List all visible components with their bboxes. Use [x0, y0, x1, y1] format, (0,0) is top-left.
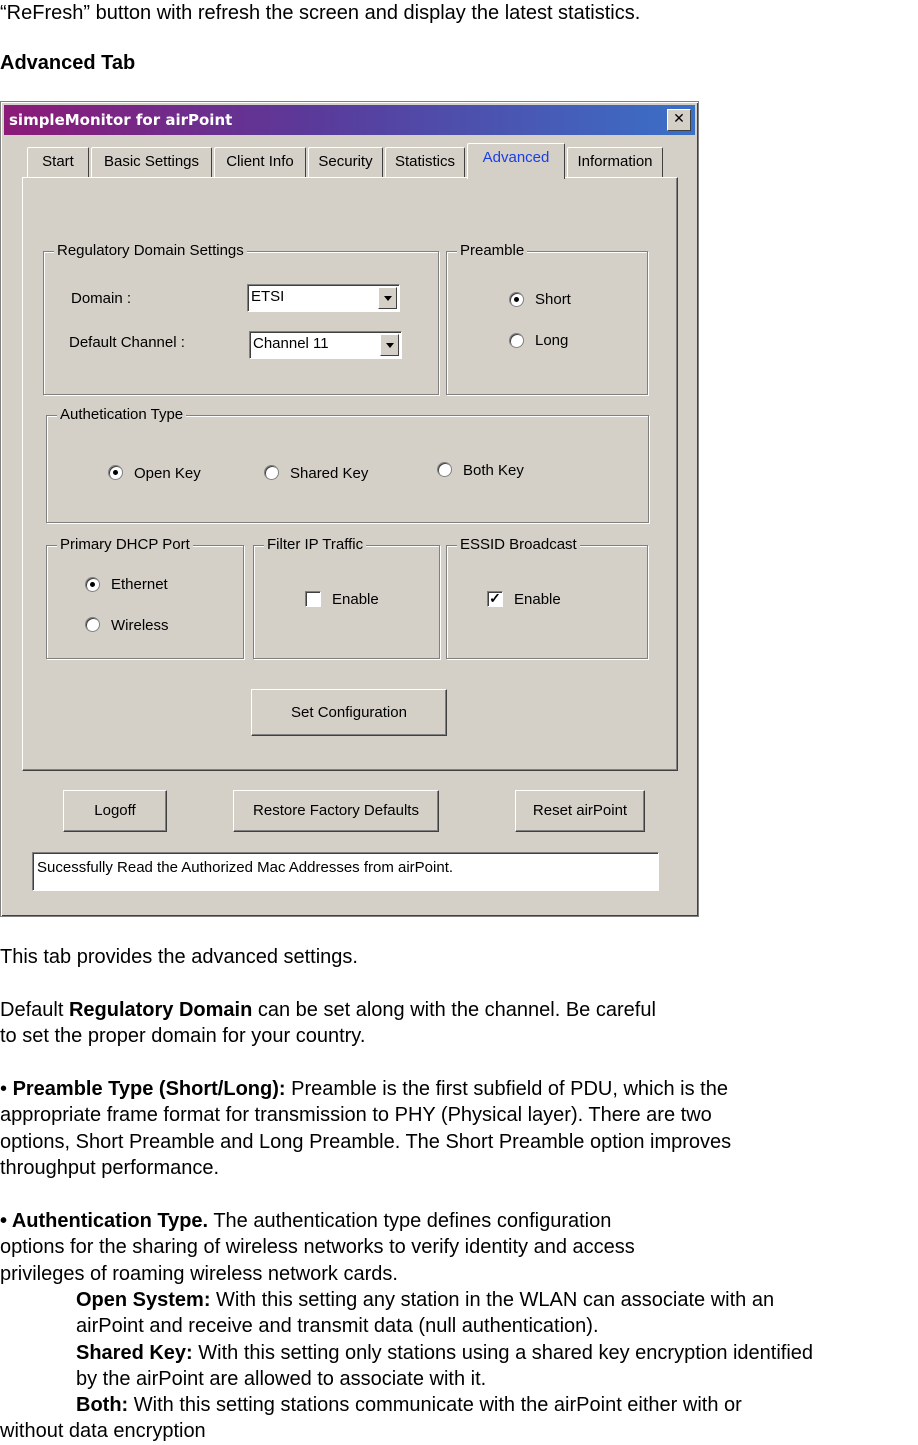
text: With this setting stations communicate with the airPoint either with or: [128, 1394, 742, 1416]
text: The authentication type defines configuration: [208, 1210, 612, 1232]
intro-text: “ReFresh” button with refresh the screen and display the latest statistics.: [0, 2, 641, 24]
title-bar: [4, 105, 695, 135]
status-message: Sucessfully Read the Authorized Mac Addresses from airPoint.: [37, 859, 454, 876]
term-open-system: Open System:: [76, 1289, 211, 1311]
paragraph-preamble-line3: options, Short Preamble and Long Preamble. The Short Preamble option improves: [0, 1131, 732, 1153]
essid-enable-checkbox[interactable]: ✓: [487, 591, 503, 607]
term-both: Both:: [76, 1394, 129, 1416]
tab-security[interactable]: Security: [308, 147, 383, 178]
open-system-item: [76, 1287, 774, 1314]
both-item: [76, 1392, 742, 1419]
preamble-long-label: Long: [535, 332, 569, 349]
text: With this setting only stations using a shared key encryption identified: [192, 1342, 814, 1364]
preamble-short-label: Short: [535, 291, 571, 308]
tab-basic-settings[interactable]: Basic Settings: [91, 147, 212, 178]
regulatory-domain-group: [43, 242, 439, 395]
paragraph-regulatory-line2: to set the proper domain for your country.: [0, 1025, 366, 1047]
essid-enable-label: Enable: [514, 591, 561, 608]
auth-shared-key-radio[interactable]: [264, 465, 279, 480]
term-regulatory-domain: Regulatory Domain: [68, 999, 253, 1021]
paragraph-intro: This tab provides the advanced settings.: [0, 946, 358, 968]
default-channel-select[interactable]: [249, 331, 402, 359]
chevron-down-icon[interactable]: [378, 287, 397, 309]
dhcp-wireless-radio[interactable]: [85, 617, 100, 632]
paragraph-preamble-line2: appropriate frame format for transmission to PHY (Physical layer). There are two: [0, 1104, 712, 1126]
filter-ip-enable-checkbox[interactable]: [305, 591, 321, 607]
domain-label: Domain :: [71, 290, 132, 307]
bullet: •: [0, 1078, 13, 1100]
paragraph-authentication: [0, 1208, 611, 1235]
preamble-short-radio[interactable]: [509, 292, 524, 307]
term-shared-key: Shared Key:: [76, 1342, 193, 1364]
default-channel-value: Channel 11: [253, 335, 329, 352]
authentication-type-legend: Authetication Type: [57, 406, 186, 424]
paragraph-preamble-line4: throughput performance.: [0, 1157, 220, 1179]
tab-information[interactable]: Information: [567, 147, 663, 178]
auth-both-key-radio[interactable]: [437, 462, 452, 477]
tab-start[interactable]: Start: [27, 147, 89, 178]
preamble-long-radio[interactable]: [509, 333, 524, 348]
window-title: simpleMonitor for airPoint: [9, 111, 233, 129]
domain-value: ETSI: [251, 288, 285, 305]
domain-select[interactable]: [247, 284, 400, 312]
filter-ip-traffic-legend: Filter IP Traffic: [264, 536, 366, 554]
paragraph-authentication-line2: options for the sharing of wireless networks to verify identity and access: [0, 1236, 635, 1258]
tab-statistics[interactable]: Statistics: [385, 147, 465, 178]
set-configuration-button[interactable]: Set Configuration: [251, 689, 447, 736]
section-heading: Advanced Tab: [0, 52, 136, 74]
preamble-group: [446, 242, 648, 395]
logoff-button[interactable]: Logoff: [63, 790, 167, 832]
reset-airpoint-button[interactable]: Reset airPoint: [515, 790, 645, 832]
paragraph-authentication-line3: privileges of roaming wireless network cards.: [0, 1263, 398, 1285]
auth-open-key-radio[interactable]: [108, 465, 123, 480]
filter-ip-enable-label: Enable: [332, 591, 379, 608]
status-message-box: [32, 852, 659, 891]
auth-shared-key-label: Shared Key: [290, 465, 369, 482]
default-channel-label: Default Channel :: [69, 334, 185, 351]
dhcp-ethernet-label: Ethernet: [111, 576, 168, 593]
essid-broadcast-legend: ESSID Broadcast: [457, 536, 580, 554]
dhcp-ethernet-radio[interactable]: [85, 577, 100, 592]
text: With this setting any station in the WLAN can associate with an: [210, 1289, 775, 1311]
paragraph-preamble: [0, 1076, 728, 1103]
close-icon[interactable]: ✕: [667, 109, 691, 131]
open-system-line2: airPoint and receive and transmit data (null authentication).: [76, 1315, 599, 1337]
preamble-legend: Preamble: [457, 242, 527, 260]
tab-advanced[interactable]: Advanced: [467, 143, 565, 179]
term-preamble-type: Preamble Type (Short/Long):: [12, 1078, 286, 1100]
dhcp-wireless-label: Wireless: [111, 617, 169, 634]
shared-key-item: [76, 1340, 813, 1367]
regulatory-domain-legend: Regulatory Domain Settings: [54, 242, 247, 260]
both-line2: without data encryption: [0, 1420, 206, 1442]
paragraph-regulatory: [0, 997, 656, 1024]
primary-dhcp-port-group: [46, 536, 244, 659]
text: Preamble is the first subfield of PDU, which is the: [285, 1078, 728, 1100]
term-authentication-type: • Authentication Type.: [0, 1210, 209, 1232]
chevron-down-icon[interactable]: [380, 334, 399, 356]
restore-factory-defaults-button[interactable]: Restore Factory Defaults: [233, 790, 439, 832]
auth-open-key-label: Open Key: [134, 465, 201, 482]
primary-dhcp-port-legend: Primary DHCP Port: [57, 536, 193, 554]
text: Default: [0, 999, 69, 1021]
shared-key-line2: by the airPoint are allowed to associate with it.: [76, 1368, 487, 1390]
text: can be set along with the channel. Be careful: [252, 999, 656, 1021]
auth-both-key-label: Both Key: [463, 462, 524, 479]
tab-client-info[interactable]: Client Info: [214, 147, 306, 178]
